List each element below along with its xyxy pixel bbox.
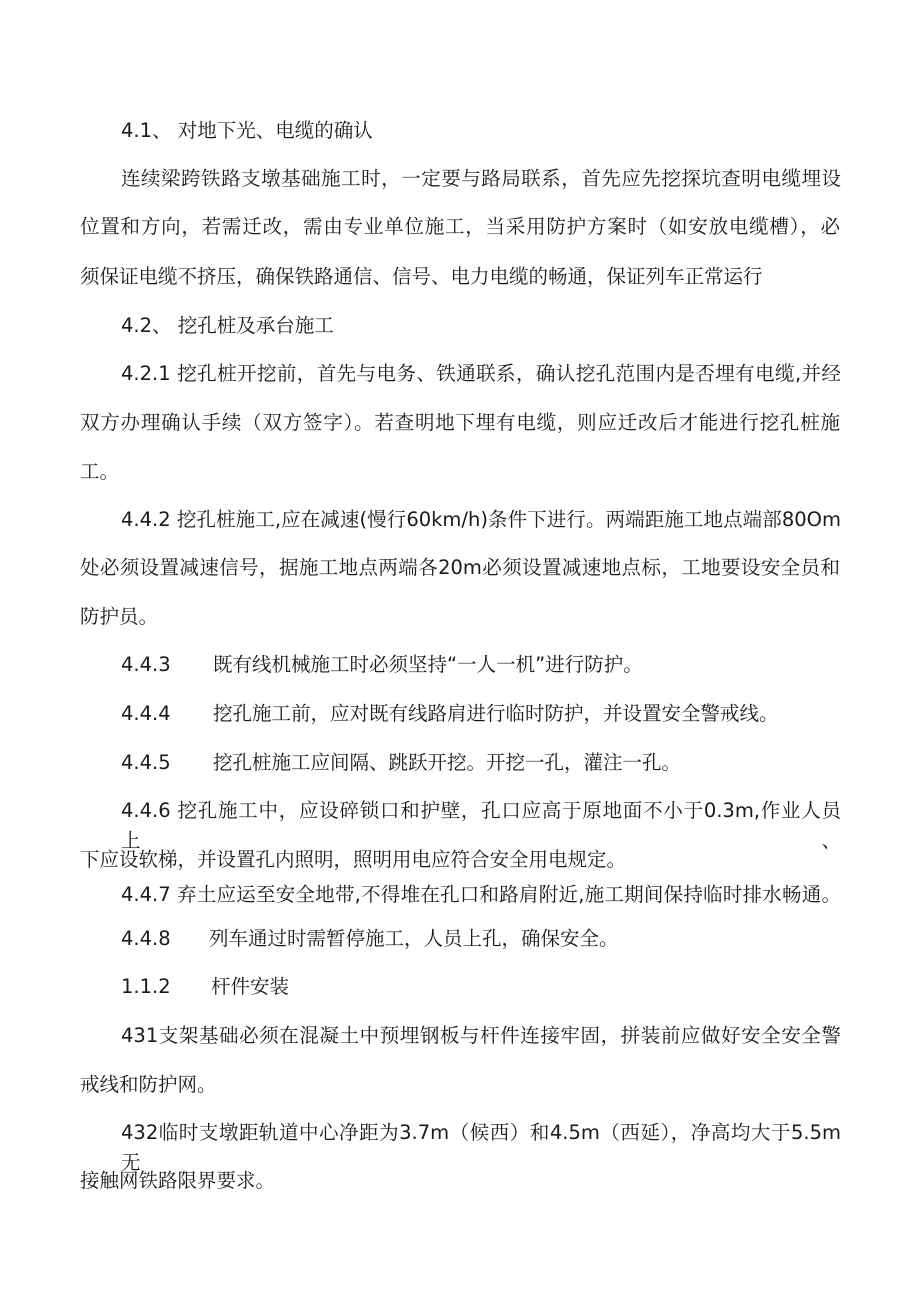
paragraph-line: 4.4.7 弃土应运至安全地带,不得堆在孔口和路肩附近,施工期间保持临时排水畅通。 xyxy=(121,883,841,906)
clause-number: 1.1.2 xyxy=(121,975,171,998)
clause-text: 既有线机械施工时必须坚持“一人一机”进行防护。 xyxy=(213,653,643,676)
paragraph-line: 防护员。 xyxy=(80,605,159,628)
section-heading-1-1-2 xyxy=(121,972,289,1002)
paragraph-line: 4.2.1 挖孔桩开挖前，首先与电务、铁通联系，确认挖孔范围内是否埋有电缆,并经 xyxy=(121,362,841,385)
paragraph-line: 双方办理确认手续（双方签字）。若查明地下埋有电缆，则应迁改后才能进行挖孔桩施 xyxy=(80,411,840,434)
clause-4-4-3 xyxy=(121,650,643,680)
clause-text: 挖孔施工前，应对既有线路肩进行临时防护，并设置安全警戒线。 xyxy=(213,702,779,725)
clause-text: 列车通过时需暂停施工，人员上孔，确保安全。 xyxy=(209,927,619,950)
paragraph-line: 戒线和防护网。 xyxy=(80,1073,217,1096)
clause-4-4-5 xyxy=(121,748,681,778)
clause-text: 挖孔桩施工应间隔、跳跃开挖。开挖一孔，灌注一孔。 xyxy=(213,751,682,774)
clause-4-4-4 xyxy=(121,699,779,729)
paragraph-line: 处必须设置减速信号，据施工地点两端各20m必须设置减速地点标，工地要设安全员和 xyxy=(80,556,840,579)
paragraph-line: 432临时支墩距轨道中心净距为3.7m（候西）和4.5m（西延），净高均大于5.5m无 xyxy=(121,1121,841,1174)
paragraph-line: 4.4.6 挖孔施工中，应设碎锁口和护壁，孔口应高于原地面不小于0.3m,作业人员上、 xyxy=(121,799,841,852)
paragraph-line: 下应设软梯，并设置孔内照明，照明用电应符合安全用电规定。 xyxy=(80,848,627,871)
paragraph-line: 接触网铁路限界要求。 xyxy=(80,1169,276,1192)
paragraph-line: 431支架基础必须在混凝土中预埋钢板与杆件连接牢固，拼装前应做好安全安全警 xyxy=(121,1024,841,1047)
section-heading-4-2: 4.2、 挖孔桩及承台施工 xyxy=(121,314,334,337)
clause-text: 杆件安装 xyxy=(211,975,290,998)
clause-number: 4.4.8 xyxy=(121,927,171,950)
paragraph-line: 连续梁跨铁路支墩基础施工时，一定要与路局联系，首先应先挖探坑查明电缆埋设 xyxy=(121,167,841,190)
paragraph-line: 须保证电缆不挤压，确保铁路通信、信号、电力电缆的畅通，保证列车正常运行 xyxy=(80,265,763,288)
paragraph-line: 4.4.2 挖孔桩施工,应在减速(慢行60km/h)条件下进行。两端距施工地点端部80Om xyxy=(121,508,841,531)
clause-number: 4.4.5 xyxy=(121,751,171,774)
paragraph-line: 工。 xyxy=(80,460,120,483)
clause-number: 4.4.3 xyxy=(121,653,171,676)
clause-4-4-8 xyxy=(121,924,619,954)
clause-number: 4.4.4 xyxy=(121,702,171,725)
section-heading-4-1: 4.1、 对地下光、电缆的确认 xyxy=(121,119,373,142)
paragraph-line: 位置和方向，若需迁改，需由专业单位施工，当采用防护方案时（如安放电缆槽），必 xyxy=(80,215,840,238)
